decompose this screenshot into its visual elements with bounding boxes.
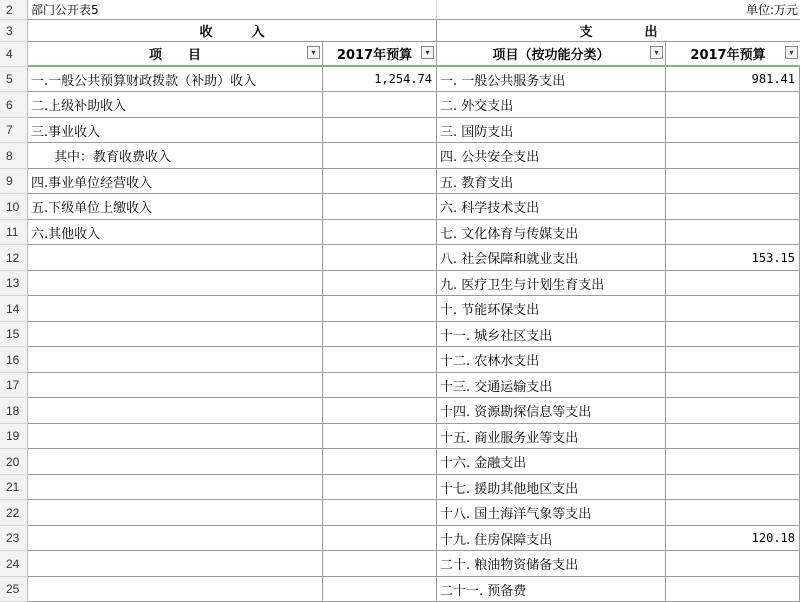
income-value-cell[interactable]	[323, 551, 437, 577]
income-item-cell[interactable]	[28, 500, 323, 526]
table-row	[0, 577, 800, 602]
income-value-cell[interactable]	[323, 169, 437, 194]
row-header[interactable]: 16	[0, 347, 28, 373]
row-header[interactable]: 8	[0, 143, 28, 169]
expense-item-cell[interactable]: 十五. 商业服务业等支出	[437, 424, 666, 449]
income-item-cell[interactable]	[28, 526, 323, 551]
expense-item-cell[interactable]: 二十. 粮油物资储备支出	[437, 551, 666, 577]
row-header[interactable]: 15	[0, 322, 28, 347]
row-header[interactable]: 5	[0, 67, 28, 92]
income-value-cell[interactable]	[323, 475, 437, 500]
table-row	[0, 220, 800, 245]
income-item-cell[interactable]	[28, 245, 323, 271]
table-row	[0, 296, 800, 322]
row-header[interactable]: 12	[0, 245, 28, 271]
row-header[interactable]: 19	[0, 424, 28, 449]
expense-value-cell[interactable]: 981.41	[666, 67, 800, 92]
expense-value-cell[interactable]	[666, 551, 800, 577]
income-value-cell[interactable]	[323, 118, 437, 143]
income-item-cell[interactable]: 一.一般公共预算财政拨款（补助）收入	[28, 67, 323, 92]
table-row	[0, 526, 800, 551]
table-row	[0, 67, 800, 92]
expense-header: 支 出	[579, 25, 658, 40]
expense-item-cell[interactable]: 十三. 交通运输支出	[437, 373, 666, 398]
table-row	[0, 500, 800, 526]
income-item-cell[interactable]: 其中：教育收费收入	[28, 143, 323, 169]
expense-value-cell[interactable]	[666, 271, 800, 296]
expense-item-cell[interactable]: 十九. 住房保障支出	[437, 526, 666, 551]
income-value-cell[interactable]	[323, 398, 437, 424]
income-item-cell[interactable]: 五.下级单位上缴收入	[28, 194, 323, 220]
sheet-row-4	[0, 42, 800, 67]
income-item-cell[interactable]: 二.上级补助收入	[28, 92, 323, 118]
income-value-cell[interactable]	[323, 526, 437, 551]
row-header[interactable]: 14	[0, 296, 28, 322]
table-row	[0, 322, 800, 347]
row-header[interactable]: 11	[0, 220, 28, 245]
table-row	[0, 424, 800, 449]
row-header[interactable]: 6	[0, 92, 28, 118]
income-item-cell[interactable]	[28, 449, 323, 475]
filter-dropdown-icon[interactable]: ▾	[421, 46, 434, 59]
expense-value-cell[interactable]	[666, 475, 800, 500]
expense-value-cell[interactable]	[666, 296, 800, 322]
row-header[interactable]: 24	[0, 551, 28, 577]
expense-item-cell[interactable]: 三. 国防支出	[437, 118, 666, 143]
table-row	[0, 245, 800, 271]
income-item-cell[interactable]	[28, 347, 323, 373]
budget-header-cell-2[interactable]	[666, 42, 800, 67]
expense-item-cell[interactable]: 十一. 城乡社区支出	[437, 322, 666, 347]
row-header[interactable]: 20	[0, 449, 28, 475]
row-header[interactable]: 7	[0, 118, 28, 143]
row-header[interactable]: 3	[0, 20, 28, 42]
expense-item-cell[interactable]: 十. 节能环保支出	[437, 296, 666, 322]
expense-item-cell[interactable]: 九. 医疗卫生与计划生育支出	[437, 271, 666, 296]
expense-value-cell[interactable]	[666, 118, 800, 143]
income-item-cell[interactable]	[28, 271, 323, 296]
item-header: 项 目	[148, 48, 201, 63]
income-value-cell[interactable]	[323, 92, 437, 118]
expense-value-cell[interactable]	[666, 373, 800, 398]
row-header[interactable]: 23	[0, 526, 28, 551]
row-header[interactable]: 25	[0, 577, 28, 602]
income-item-cell[interactable]	[28, 373, 323, 398]
item-header-cell[interactable]	[28, 42, 323, 67]
income-item-cell[interactable]	[28, 551, 323, 577]
expense-item-cell[interactable]: 五. 教育支出	[437, 169, 666, 194]
row-header[interactable]: 13	[0, 271, 28, 296]
row-header[interactable]: 4	[0, 42, 28, 67]
income-value-cell[interactable]	[323, 322, 437, 347]
budget-header: 2017年预算	[336, 48, 413, 63]
income-item-cell[interactable]	[28, 475, 323, 500]
income-value-cell[interactable]	[323, 424, 437, 449]
row-header[interactable]: 21	[0, 475, 28, 500]
expense-value-cell[interactable]	[666, 322, 800, 347]
income-item-cell[interactable]	[28, 322, 323, 347]
income-value-cell[interactable]	[323, 271, 437, 296]
income-item-cell[interactable]	[28, 424, 323, 449]
expense-value-cell[interactable]	[666, 169, 800, 194]
expense-item-cell[interactable]: 一. 一般公共服务支出	[437, 67, 666, 92]
unit-label: 单位:万元	[745, 3, 798, 17]
filter-dropdown-icon[interactable]: ▾	[785, 46, 798, 59]
row-header[interactable]: 10	[0, 194, 28, 220]
income-value-cell[interactable]	[323, 220, 437, 245]
expense-item-cell[interactable]: 四. 公共安全支出	[437, 143, 666, 169]
expense-item-cell[interactable]: 二. 外交支出	[437, 92, 666, 118]
expense-value-cell[interactable]	[666, 449, 800, 475]
table-row	[0, 92, 800, 118]
row-header[interactable]: 17	[0, 373, 28, 398]
row-header[interactable]: 22	[0, 500, 28, 526]
income-item-cell[interactable]	[28, 577, 323, 602]
income-value-cell[interactable]	[323, 449, 437, 475]
expense-value-cell[interactable]: 120.18	[666, 526, 800, 551]
table-row	[0, 118, 800, 143]
table-row	[0, 398, 800, 424]
expense-item-cell[interactable]: 六. 科学技术支出	[437, 194, 666, 220]
income-header-cell[interactable]	[28, 20, 437, 42]
expense-value-cell[interactable]	[666, 398, 800, 424]
table-row	[0, 449, 800, 475]
table-row	[0, 194, 800, 220]
income-value-cell[interactable]: 1,254.74	[323, 67, 437, 92]
unit-cell[interactable]	[437, 0, 800, 20]
table-row	[0, 169, 800, 194]
income-value-cell[interactable]	[323, 245, 437, 271]
income-value-cell[interactable]	[323, 296, 437, 322]
income-header: 收 入	[199, 25, 265, 40]
expense-item-cell[interactable]: 八. 社会保障和就业支出	[437, 245, 666, 271]
income-item-cell[interactable]	[28, 296, 323, 322]
func-header-cell[interactable]	[437, 42, 666, 67]
table-row	[0, 475, 800, 500]
budget-header-cell[interactable]	[323, 42, 437, 67]
income-item-cell[interactable]: 六.其他收入	[28, 220, 323, 245]
expense-item-cell[interactable]: 十八. 国土海洋气象等支出	[437, 500, 666, 526]
income-item-cell[interactable]: 四.事业单位经营收入	[28, 169, 323, 194]
sheet-row-3	[0, 20, 800, 42]
expense-value-cell[interactable]	[666, 424, 800, 449]
budget-header-2: 2017年预算	[690, 48, 766, 63]
table-title: 部门公开表5	[31, 3, 99, 17]
expense-value-cell[interactable]	[666, 143, 800, 169]
income-item-cell[interactable]: 三.事业收入	[28, 118, 323, 143]
expense-item-cell[interactable]: 十六. 金融支出	[437, 449, 666, 475]
expense-value-cell[interactable]: 153.15	[666, 245, 800, 271]
income-value-cell[interactable]	[323, 143, 437, 169]
table-title-cell[interactable]	[28, 0, 437, 20]
table-row	[0, 347, 800, 373]
expense-value-cell[interactable]	[666, 92, 800, 118]
income-item-cell[interactable]	[28, 398, 323, 424]
func-header: 项目（按功能分类）	[492, 48, 610, 63]
filter-dropdown-icon[interactable]: ▾	[650, 46, 663, 59]
expense-header-cell[interactable]	[437, 20, 800, 42]
expense-value-cell[interactable]	[666, 347, 800, 373]
expense-value-cell[interactable]	[666, 500, 800, 526]
expense-item-cell[interactable]: 七. 文化体育与传媒支出	[437, 220, 666, 245]
expense-value-cell[interactable]	[666, 220, 800, 245]
table-row	[0, 143, 800, 169]
income-value-cell[interactable]	[323, 577, 437, 602]
row-header[interactable]: 9	[0, 169, 28, 194]
row-header[interactable]: 2	[0, 0, 28, 20]
expense-item-cell[interactable]: 十二. 农林水支出	[437, 347, 666, 373]
expense-value-cell[interactable]	[666, 577, 800, 602]
table-row	[0, 551, 800, 577]
income-value-cell[interactable]	[323, 500, 437, 526]
expense-value-cell[interactable]	[666, 194, 800, 220]
sheet-row-2	[0, 0, 800, 20]
table-row	[0, 271, 800, 296]
expense-item-cell[interactable]: 十七. 援助其他地区支出	[437, 475, 666, 500]
income-value-cell[interactable]	[323, 373, 437, 398]
income-value-cell[interactable]	[323, 194, 437, 220]
table-row	[0, 373, 800, 398]
expense-item-cell[interactable]: 二十一. 预备费	[437, 577, 666, 602]
row-header[interactable]: 18	[0, 398, 28, 424]
expense-item-cell[interactable]: 十四. 资源勘探信息等支出	[437, 398, 666, 424]
filter-dropdown-icon[interactable]: ▾	[307, 46, 320, 59]
income-value-cell[interactable]	[323, 347, 437, 373]
